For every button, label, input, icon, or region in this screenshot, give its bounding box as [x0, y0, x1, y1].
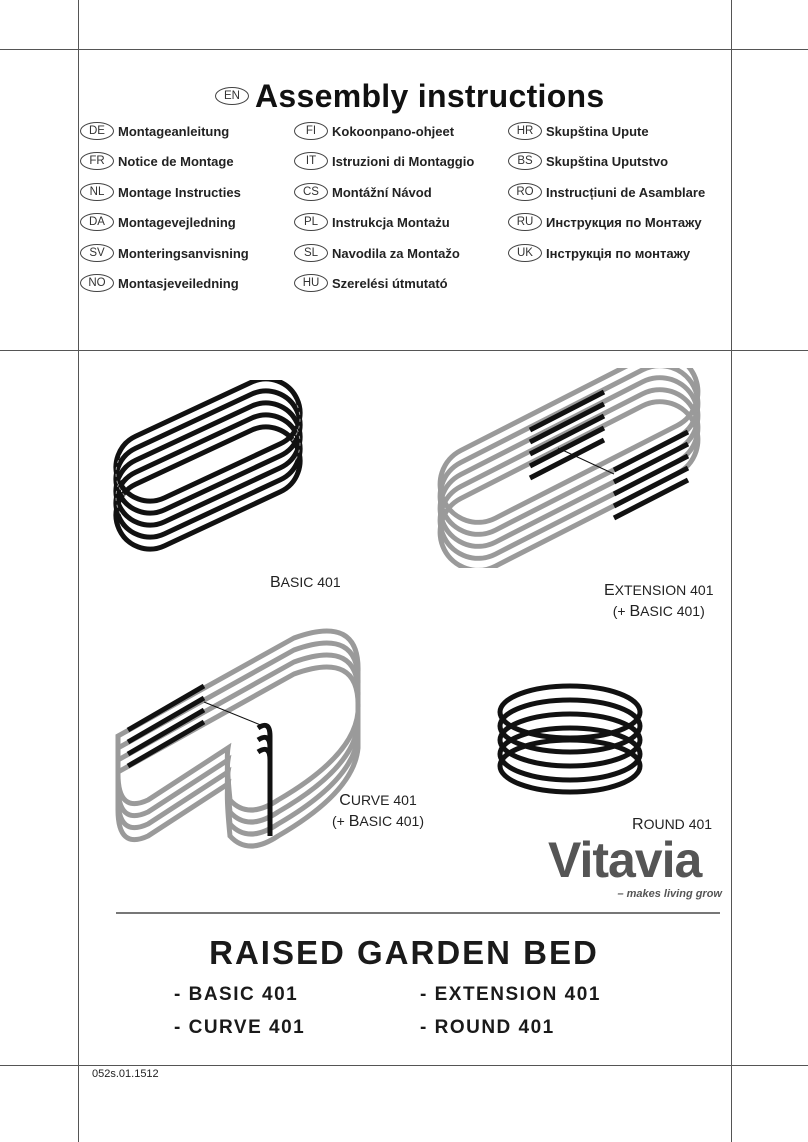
- basic-bed-illustration: [96, 380, 320, 560]
- brand-name: Vitavia: [548, 832, 702, 888]
- lang-item: UK Інструкція по монтажу: [508, 242, 690, 264]
- page-title: Assembly instructions: [255, 77, 605, 114]
- lang-item: RU Инструкция по Монтажу: [508, 211, 702, 233]
- frame-line-bottom: [0, 1065, 808, 1066]
- lang-item: CS Montážní Návod: [294, 181, 432, 203]
- lang-item: HR Skupština Upute: [508, 120, 649, 142]
- header: [215, 76, 605, 116]
- round-bed-illustration: [494, 680, 646, 798]
- model-round: - ROUND 401: [420, 1017, 555, 1038]
- lang-item: IT Istruzioni di Montaggio: [294, 150, 474, 172]
- curve-bed-illustration: [108, 624, 370, 862]
- lang-item: BS Skupština Uputstvo: [508, 150, 668, 172]
- caption-extension: EXTENSION 401 (+ BASIC 401): [604, 582, 714, 620]
- lang-item: SV Monteringsanvisning: [80, 242, 249, 264]
- brand-tagline: – makes living grow: [617, 888, 722, 900]
- lang-item: PL Instrukcja Montażu: [294, 211, 450, 233]
- lang-item: FI Kokoonpano-ohjeet: [294, 120, 454, 142]
- lang-item: SL Navodila za Montažo: [294, 242, 460, 264]
- lang-item: FR Notice de Montage: [80, 150, 234, 172]
- divider: [116, 912, 720, 914]
- document-number: 052s.01.1512: [92, 1068, 159, 1080]
- lang-code-en: EN: [215, 87, 249, 105]
- model-curve: - CURVE 401: [174, 1017, 306, 1038]
- product-title: RAISED GARDEN BED: [209, 934, 599, 971]
- lang-item: NO Montasjeveiledning: [80, 272, 239, 294]
- caption-curve: CURVE 401 (+ BASIC 401): [332, 792, 425, 830]
- lang-item: NL Montage Instructies: [80, 181, 241, 203]
- frame-line-middle: [0, 350, 808, 351]
- model-extension: - EXTENSION 401: [420, 984, 601, 1005]
- frame-line-top: [0, 49, 808, 50]
- extension-bed-illustration: [418, 368, 720, 568]
- model-basic: - BASIC 401: [174, 984, 299, 1005]
- lang-item: RO Instrucțiuni de Asamblare: [508, 181, 705, 203]
- lang-item: HU Szerelési útmutató: [294, 272, 448, 294]
- vitavia-logo: [548, 830, 728, 902]
- lang-item: DE Montageanleitung: [80, 120, 229, 142]
- lang-item: DA Montagevejledning: [80, 211, 236, 233]
- caption-basic: BASIC 401: [270, 574, 341, 591]
- caption-round: ROUND 401: [632, 816, 713, 833]
